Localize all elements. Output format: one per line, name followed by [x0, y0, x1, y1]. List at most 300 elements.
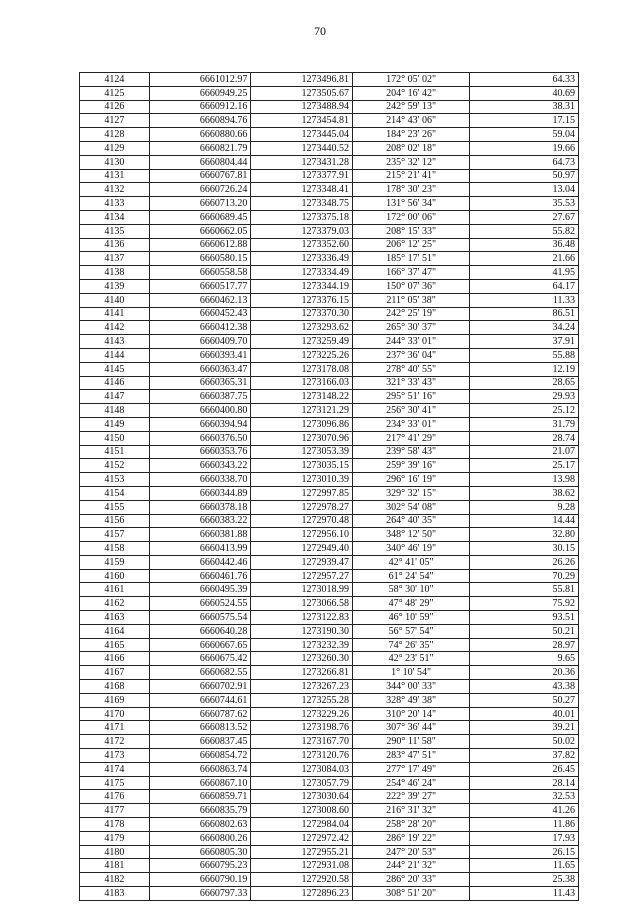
x-coordinate-cell: 6660338.70 [149, 473, 251, 487]
table-row [80, 680, 579, 694]
point-id-cell: 4128 [80, 128, 150, 142]
bearing-cell: 307° 36' 44" [353, 721, 470, 735]
x-coordinate-cell: 6660409.70 [149, 335, 251, 349]
bearing-cell: 172° 00' 06" [353, 210, 470, 224]
table-row [80, 845, 579, 859]
x-coordinate-cell: 6660837.45 [149, 735, 251, 749]
point-id-cell: 4183 [80, 887, 150, 901]
x-coordinate-cell: 6660517.77 [149, 279, 251, 293]
table-row [80, 224, 579, 238]
bearing-cell: 208° 15' 33" [353, 224, 470, 238]
y-coordinate-cell: 1273488.94 [251, 100, 353, 114]
distance-cell: 37.82 [470, 749, 579, 763]
bearing-cell: 254° 46' 24" [353, 776, 470, 790]
bearing-cell: 286° 19' 22" [353, 831, 470, 845]
distance-cell: 38.62 [470, 486, 579, 500]
y-coordinate-cell: 1273336.49 [251, 252, 353, 266]
y-coordinate-cell: 1272949.40 [251, 542, 353, 556]
table-row [80, 762, 579, 776]
table-row [80, 707, 579, 721]
bearing-cell: 283° 47' 51" [353, 749, 470, 763]
bearing-cell: 42° 23' 51" [353, 652, 470, 666]
y-coordinate-cell: 1273198.76 [251, 721, 353, 735]
point-id-cell: 4154 [80, 486, 150, 500]
distance-cell: 55.81 [470, 583, 579, 597]
bearing-cell: 308° 51' 20" [353, 887, 470, 901]
x-coordinate-cell: 6660363.47 [149, 362, 251, 376]
distance-cell: 21.07 [470, 445, 579, 459]
point-id-cell: 4159 [80, 555, 150, 569]
distance-cell: 32.80 [470, 528, 579, 542]
point-id-cell: 4158 [80, 542, 150, 556]
point-id-cell: 4179 [80, 831, 150, 845]
y-coordinate-cell: 1272956.10 [251, 528, 353, 542]
point-id-cell: 4164 [80, 624, 150, 638]
distance-cell: 11.65 [470, 859, 579, 873]
point-id-cell: 4165 [80, 638, 150, 652]
bearing-cell: 265° 30' 37" [353, 321, 470, 335]
point-id-cell: 4163 [80, 611, 150, 625]
distance-cell: 32.53 [470, 790, 579, 804]
point-id-cell: 4170 [80, 707, 150, 721]
y-coordinate-cell: 1273376.15 [251, 293, 353, 307]
bearing-cell: 242° 25' 19" [353, 307, 470, 321]
point-id-cell: 4146 [80, 376, 150, 390]
distance-cell: 20.36 [470, 666, 579, 680]
y-coordinate-cell: 1273232.39 [251, 638, 353, 652]
y-coordinate-cell: 1273375.18 [251, 210, 353, 224]
bearing-cell: 150° 07' 36" [353, 279, 470, 293]
x-coordinate-cell: 6660912.16 [149, 100, 251, 114]
y-coordinate-cell: 1273121.29 [251, 404, 353, 418]
y-coordinate-cell: 1273167.70 [251, 735, 353, 749]
distance-cell: 40.69 [470, 86, 579, 100]
point-id-cell: 4156 [80, 514, 150, 528]
bearing-cell: 264° 40' 35" [353, 514, 470, 528]
point-id-cell: 4171 [80, 721, 150, 735]
distance-cell: 50.21 [470, 624, 579, 638]
point-id-cell: 4161 [80, 583, 150, 597]
distance-cell: 9.28 [470, 500, 579, 514]
y-coordinate-cell: 1273148.22 [251, 390, 353, 404]
point-id-cell: 4144 [80, 348, 150, 362]
y-coordinate-cell: 1273260.30 [251, 652, 353, 666]
distance-cell: 11.33 [470, 293, 579, 307]
distance-cell: 50.97 [470, 169, 579, 183]
x-coordinate-cell: 6660575.54 [149, 611, 251, 625]
y-coordinate-cell: 1273066.58 [251, 597, 353, 611]
y-coordinate-cell: 1273018.99 [251, 583, 353, 597]
x-coordinate-cell: 6660835.79 [149, 804, 251, 818]
bearing-cell: 208° 02' 18" [353, 141, 470, 155]
x-coordinate-cell: 6660452.43 [149, 307, 251, 321]
point-id-cell: 4130 [80, 155, 150, 169]
bearing-cell: 204° 16' 42" [353, 86, 470, 100]
y-coordinate-cell: 1273122.83 [251, 611, 353, 625]
y-coordinate-cell: 1273334.49 [251, 266, 353, 280]
y-coordinate-cell: 1273352.60 [251, 238, 353, 252]
x-coordinate-cell: 6660381.88 [149, 528, 251, 542]
y-coordinate-cell: 1273053.39 [251, 445, 353, 459]
bearing-cell: 166° 37' 47" [353, 266, 470, 280]
table-row [80, 473, 579, 487]
table-row [80, 362, 579, 376]
distance-cell: 55.82 [470, 224, 579, 238]
bearing-cell: 321° 33' 43" [353, 376, 470, 390]
distance-cell: 9.65 [470, 652, 579, 666]
x-coordinate-cell: 6660394.94 [149, 417, 251, 431]
x-coordinate-cell: 6660726.24 [149, 183, 251, 197]
point-id-cell: 4149 [80, 417, 150, 431]
distance-cell: 70.29 [470, 569, 579, 583]
table-row [80, 348, 579, 362]
y-coordinate-cell: 1273379.03 [251, 224, 353, 238]
distance-cell: 13.04 [470, 183, 579, 197]
x-coordinate-cell: 6660378.18 [149, 500, 251, 514]
distance-cell: 28.74 [470, 431, 579, 445]
bearing-cell: 46° 10' 59" [353, 611, 470, 625]
table-row [80, 445, 579, 459]
table-row [80, 693, 579, 707]
table-row [80, 238, 579, 252]
y-coordinate-cell: 1272957.27 [251, 569, 353, 583]
y-coordinate-cell: 1272972.42 [251, 831, 353, 845]
x-coordinate-cell: 6660795.23 [149, 859, 251, 873]
table-row [80, 887, 579, 901]
table-row [80, 666, 579, 680]
x-coordinate-cell: 6660662.05 [149, 224, 251, 238]
y-coordinate-cell: 1273445.04 [251, 128, 353, 142]
bearing-cell: 178° 30' 23" [353, 183, 470, 197]
distance-cell: 25.17 [470, 459, 579, 473]
y-coordinate-cell: 1273010.39 [251, 473, 353, 487]
x-coordinate-cell: 6660767.81 [149, 169, 251, 183]
point-id-cell: 4125 [80, 86, 150, 100]
table-row [80, 583, 579, 597]
coordinates-table [79, 72, 579, 901]
y-coordinate-cell: 1272896.23 [251, 887, 353, 901]
y-coordinate-cell: 1273348.75 [251, 197, 353, 211]
table-row [80, 141, 579, 155]
x-coordinate-cell: 6660813.52 [149, 721, 251, 735]
point-id-cell: 4145 [80, 362, 150, 376]
distance-cell: 37.91 [470, 335, 579, 349]
table-row [80, 307, 579, 321]
x-coordinate-cell: 6660713.20 [149, 197, 251, 211]
y-coordinate-cell: 1273096.86 [251, 417, 353, 431]
table-row [80, 818, 579, 832]
bearing-cell: 185° 17' 51" [353, 252, 470, 266]
distance-cell: 28.14 [470, 776, 579, 790]
x-coordinate-cell: 6660461.76 [149, 569, 251, 583]
y-coordinate-cell: 1272931.08 [251, 859, 353, 873]
point-id-cell: 4127 [80, 114, 150, 128]
bearing-cell: 244° 33' 01" [353, 335, 470, 349]
table-row [80, 528, 579, 542]
distance-cell: 31.79 [470, 417, 579, 431]
table-row [80, 486, 579, 500]
x-coordinate-cell: 6660744.61 [149, 693, 251, 707]
bearing-cell: 286° 20' 33" [353, 873, 470, 887]
distance-cell: 17.93 [470, 831, 579, 845]
table-row [80, 155, 579, 169]
bearing-cell: 278° 40' 55" [353, 362, 470, 376]
distance-cell: 13.98 [470, 473, 579, 487]
x-coordinate-cell: 6660612.88 [149, 238, 251, 252]
table-row [80, 169, 579, 183]
bearing-cell: 215° 21' 41" [353, 169, 470, 183]
table-row [80, 73, 579, 87]
point-id-cell: 4129 [80, 141, 150, 155]
bearing-cell: 58° 30' 10" [353, 583, 470, 597]
table-row [80, 404, 579, 418]
table-row [80, 114, 579, 128]
distance-cell: 64.17 [470, 279, 579, 293]
point-id-cell: 4175 [80, 776, 150, 790]
distance-cell: 35.53 [470, 197, 579, 211]
table-row [80, 859, 579, 873]
bearing-cell: 258° 28' 20" [353, 818, 470, 832]
table-row [80, 252, 579, 266]
table-row [80, 569, 579, 583]
point-id-cell: 4134 [80, 210, 150, 224]
table-row [80, 335, 579, 349]
table-row [80, 638, 579, 652]
table-row [80, 735, 579, 749]
point-id-cell: 4137 [80, 252, 150, 266]
y-coordinate-cell: 1273344.19 [251, 279, 353, 293]
distance-cell: 26.15 [470, 845, 579, 859]
table-row [80, 183, 579, 197]
distance-cell: 40.01 [470, 707, 579, 721]
y-coordinate-cell: 1273293.62 [251, 321, 353, 335]
bearing-cell: 328° 49' 38" [353, 693, 470, 707]
table-row [80, 197, 579, 211]
x-coordinate-cell: 6660805.30 [149, 845, 251, 859]
point-id-cell: 4181 [80, 859, 150, 873]
distance-cell: 50.02 [470, 735, 579, 749]
page-number: 70 [314, 24, 326, 38]
x-coordinate-cell: 6660393.41 [149, 348, 251, 362]
y-coordinate-cell: 1273266.81 [251, 666, 353, 680]
y-coordinate-cell: 1273030.64 [251, 790, 353, 804]
table-row [80, 376, 579, 390]
table-row [80, 611, 579, 625]
y-coordinate-cell: 1273225.26 [251, 348, 353, 362]
distance-cell: 86.51 [470, 307, 579, 321]
bearing-cell: 310° 20' 14" [353, 707, 470, 721]
x-coordinate-cell: 6660376.50 [149, 431, 251, 445]
point-id-cell: 4168 [80, 680, 150, 694]
table-row [80, 514, 579, 528]
y-coordinate-cell: 1273440.52 [251, 141, 353, 155]
point-id-cell: 4173 [80, 749, 150, 763]
table-row [80, 873, 579, 887]
point-id-cell: 4174 [80, 762, 150, 776]
y-coordinate-cell: 1273255.28 [251, 693, 353, 707]
table-row [80, 776, 579, 790]
point-id-cell: 4148 [80, 404, 150, 418]
x-coordinate-cell: 6660802.63 [149, 818, 251, 832]
distance-cell: 75.92 [470, 597, 579, 611]
table-row [80, 597, 579, 611]
x-coordinate-cell: 6660442.46 [149, 555, 251, 569]
point-id-cell: 4180 [80, 845, 150, 859]
bearing-cell: 295° 51' 16" [353, 390, 470, 404]
point-id-cell: 4172 [80, 735, 150, 749]
bearing-cell: 290° 11' 58" [353, 735, 470, 749]
bearing-cell: 184° 23' 26" [353, 128, 470, 142]
point-id-cell: 4150 [80, 431, 150, 445]
y-coordinate-cell: 1272970.48 [251, 514, 353, 528]
distance-cell: 38.31 [470, 100, 579, 114]
distance-cell: 41.95 [470, 266, 579, 280]
distance-cell: 28.97 [470, 638, 579, 652]
point-id-cell: 4140 [80, 293, 150, 307]
x-coordinate-cell: 6660412.38 [149, 321, 251, 335]
bearing-cell: 237° 36' 04" [353, 348, 470, 362]
x-coordinate-cell: 6660353.76 [149, 445, 251, 459]
point-id-cell: 4142 [80, 321, 150, 335]
x-coordinate-cell: 6660558.58 [149, 266, 251, 280]
x-coordinate-cell: 6660580.15 [149, 252, 251, 266]
distance-cell: 28.65 [470, 376, 579, 390]
bearing-cell: 340° 46' 19" [353, 542, 470, 556]
distance-cell: 64.73 [470, 155, 579, 169]
point-id-cell: 4138 [80, 266, 150, 280]
x-coordinate-cell: 6660383.22 [149, 514, 251, 528]
point-id-cell: 4126 [80, 100, 150, 114]
distance-cell: 34.24 [470, 321, 579, 335]
x-coordinate-cell: 6660524.55 [149, 597, 251, 611]
point-id-cell: 4141 [80, 307, 150, 321]
x-coordinate-cell: 6660702.91 [149, 680, 251, 694]
distance-cell: 25.38 [470, 873, 579, 887]
point-id-cell: 4167 [80, 666, 150, 680]
y-coordinate-cell: 1273120.76 [251, 749, 353, 763]
bearing-cell: 206° 12' 25" [353, 238, 470, 252]
y-coordinate-cell: 1273057.79 [251, 776, 353, 790]
distance-cell: 39.21 [470, 721, 579, 735]
point-id-cell: 4124 [80, 73, 150, 87]
y-coordinate-cell: 1272939.47 [251, 555, 353, 569]
bearing-cell: 172° 05' 02" [353, 73, 470, 87]
y-coordinate-cell: 1272920.58 [251, 873, 353, 887]
point-id-cell: 4166 [80, 652, 150, 666]
point-id-cell: 4131 [80, 169, 150, 183]
x-coordinate-cell: 6660682.55 [149, 666, 251, 680]
x-coordinate-cell: 6660495.39 [149, 583, 251, 597]
distance-cell: 19.66 [470, 141, 579, 155]
table-row [80, 749, 579, 763]
bearing-cell: 211° 05' 38" [353, 293, 470, 307]
bearing-cell: 239° 58' 43" [353, 445, 470, 459]
x-coordinate-cell: 6660400.80 [149, 404, 251, 418]
table-row [80, 431, 579, 445]
bearing-cell: 302° 54' 08" [353, 500, 470, 514]
table-row [80, 417, 579, 431]
bearing-cell: 244° 21' 32" [353, 859, 470, 873]
bearing-cell: 242° 59' 13" [353, 100, 470, 114]
y-coordinate-cell: 1272997.85 [251, 486, 353, 500]
y-coordinate-cell: 1273190.30 [251, 624, 353, 638]
bearing-cell: 222° 39' 27" [353, 790, 470, 804]
y-coordinate-cell: 1273035.15 [251, 459, 353, 473]
distance-cell: 27.67 [470, 210, 579, 224]
distance-cell: 26.26 [470, 555, 579, 569]
bearing-cell: 214° 43' 06" [353, 114, 470, 128]
point-id-cell: 4152 [80, 459, 150, 473]
x-coordinate-cell: 6660797.33 [149, 887, 251, 901]
bearing-cell: 344° 00' 33" [353, 680, 470, 694]
x-coordinate-cell: 6660675.42 [149, 652, 251, 666]
x-coordinate-cell: 6660859.71 [149, 790, 251, 804]
x-coordinate-cell: 6660413.99 [149, 542, 251, 556]
point-id-cell: 4151 [80, 445, 150, 459]
x-coordinate-cell: 6660344.89 [149, 486, 251, 500]
point-id-cell: 4139 [80, 279, 150, 293]
bearing-cell: 1° 10' 54" [353, 666, 470, 680]
distance-cell: 17.15 [470, 114, 579, 128]
distance-cell: 59.04 [470, 128, 579, 142]
bearing-cell: 74° 26' 35" [353, 638, 470, 652]
distance-cell: 36.48 [470, 238, 579, 252]
distance-cell: 43.38 [470, 680, 579, 694]
bearing-cell: 259° 39' 16" [353, 459, 470, 473]
bearing-cell: 42° 41' 05" [353, 555, 470, 569]
y-coordinate-cell: 1273178.08 [251, 362, 353, 376]
point-id-cell: 4178 [80, 818, 150, 832]
point-id-cell: 4132 [80, 183, 150, 197]
distance-cell: 41.26 [470, 804, 579, 818]
x-coordinate-cell: 6660949.25 [149, 86, 251, 100]
y-coordinate-cell: 1273505.67 [251, 86, 353, 100]
table-row [80, 459, 579, 473]
table-row [80, 721, 579, 735]
distance-cell: 11.43 [470, 887, 579, 901]
bearing-cell: 256° 30' 41" [353, 404, 470, 418]
y-coordinate-cell: 1273166.03 [251, 376, 353, 390]
bearing-cell: 296° 16' 19" [353, 473, 470, 487]
distance-cell: 64.33 [470, 73, 579, 87]
x-coordinate-cell: 6660462.13 [149, 293, 251, 307]
point-id-cell: 4176 [80, 790, 150, 804]
distance-cell: 26.45 [470, 762, 579, 776]
x-coordinate-cell: 6661012.97 [149, 73, 251, 87]
distance-cell: 25.12 [470, 404, 579, 418]
point-id-cell: 4143 [80, 335, 150, 349]
y-coordinate-cell: 1272984.04 [251, 818, 353, 832]
table-row [80, 790, 579, 804]
table-row [80, 293, 579, 307]
distance-cell: 50.27 [470, 693, 579, 707]
distance-cell: 11.86 [470, 818, 579, 832]
point-id-cell: 4135 [80, 224, 150, 238]
point-id-cell: 4136 [80, 238, 150, 252]
distance-cell: 21.66 [470, 252, 579, 266]
bearing-cell: 277° 17' 49" [353, 762, 470, 776]
table-row [80, 804, 579, 818]
point-id-cell: 4157 [80, 528, 150, 542]
table-row [80, 86, 579, 100]
bearing-cell: 131° 56' 34" [353, 197, 470, 211]
bearing-cell: 235° 32' 12" [353, 155, 470, 169]
point-id-cell: 4177 [80, 804, 150, 818]
x-coordinate-cell: 6660800.26 [149, 831, 251, 845]
y-coordinate-cell: 1273259.49 [251, 335, 353, 349]
table-row [80, 555, 579, 569]
x-coordinate-cell: 6660880.66 [149, 128, 251, 142]
